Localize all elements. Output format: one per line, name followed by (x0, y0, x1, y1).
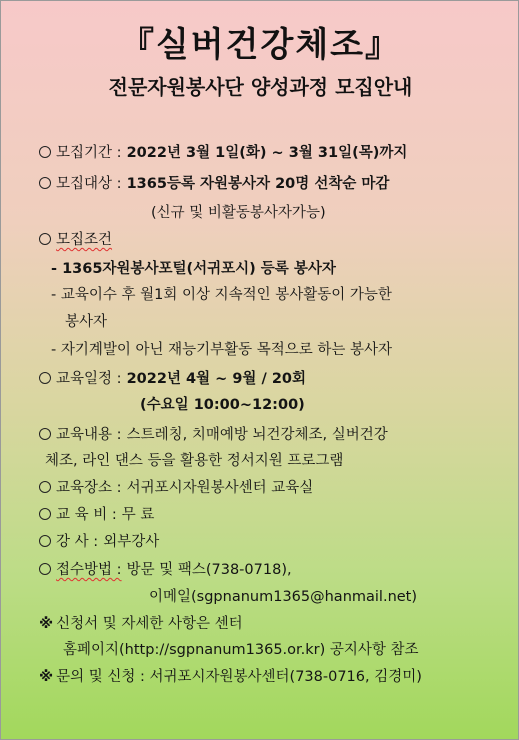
schedule-label: 교육일정 : (56, 371, 122, 387)
content-value: 스트레칭, 치매예방 뇌건강체조, 실버건강 (126, 427, 388, 443)
poster-subtitle: 전문자원봉사단 양성과정 모집안내 (108, 75, 413, 99)
period-label: 모집기간 : (56, 145, 122, 161)
reference-mark-icon: ※ (39, 616, 54, 632)
fee-label: 교 육 비 : (56, 507, 117, 523)
apply-email: 이메일(sgpnanum1365@hanmail.net) (149, 589, 418, 605)
content-label: 교육내용 : (56, 427, 122, 443)
schedule-time: (수요일 10:00~12:00) (140, 397, 305, 413)
target-label: 모집대상 : (56, 176, 122, 192)
reference-mark-icon: ※ (39, 669, 54, 685)
period-row (39, 144, 407, 162)
circle-bullet-icon (39, 146, 51, 158)
target-note: (신규 및 비활동봉사자가능) (151, 205, 326, 221)
note-text: 홈페이지(http://sgpnanum1365.or.kr) 공지사항 참조 (63, 642, 419, 658)
condition-item: - 교육이수 후 월1회 이상 지속적인 봉사활동이 가능한 (51, 287, 392, 303)
note-row (39, 668, 422, 686)
apply-label: 접수방법 : (56, 562, 122, 578)
circle-bullet-icon (39, 233, 51, 245)
target-row (39, 175, 389, 193)
apply-row (39, 561, 292, 579)
content-row (39, 426, 388, 444)
poster-title: 『실버건강체조』 (119, 25, 402, 65)
fee-value: 무 료 (121, 507, 155, 523)
instructor-label: 강 사 : (56, 534, 99, 550)
instructor-value: 외부강사 (103, 534, 160, 550)
conditions-row (39, 231, 112, 249)
circle-bullet-icon (39, 428, 51, 440)
circle-bullet-icon (39, 372, 51, 384)
condition-item: 봉사자 (65, 314, 108, 330)
place-value: 서귀포시자원봉사센터 교육실 (126, 480, 314, 496)
target-value: 1365등록 자원봉사자 20명 선착순 마감 (126, 176, 390, 192)
schedule-value: 2022년 4월 ~ 9월 / 20회 (126, 371, 307, 387)
condition-item: - 자기계발이 아닌 재능기부활동 목적으로 하는 봉사자 (51, 342, 393, 358)
circle-bullet-icon (39, 535, 51, 547)
circle-bullet-icon (39, 563, 51, 575)
conditions-label: 모집조건 (56, 232, 113, 248)
instructor-row (39, 533, 159, 551)
content-value-2: 체조, 라인 댄스 등을 활용한 정서지원 프로그램 (45, 453, 344, 469)
note-row (39, 615, 243, 633)
place-label: 교육장소 : (56, 480, 122, 496)
place-row (39, 479, 313, 497)
condition-item: - 1365자원봉사포털(서귀포시) 등록 봉사자 (51, 261, 336, 277)
note-text: 신청서 및 자세한 사항은 센터 (56, 616, 243, 632)
circle-bullet-icon (39, 508, 51, 520)
fee-row (39, 506, 154, 524)
note-text: 문의 및 신청 : 서귀포시자원봉사센터(738-0716, 김경미) (56, 669, 422, 685)
apply-value: 방문 및 팩스(738-0718), (126, 562, 292, 578)
schedule-row (39, 370, 306, 388)
circle-bullet-icon (39, 177, 51, 189)
period-value: 2022년 3월 1일(화) ~ 3월 31일(목)까지 (126, 145, 408, 161)
circle-bullet-icon (39, 481, 51, 493)
